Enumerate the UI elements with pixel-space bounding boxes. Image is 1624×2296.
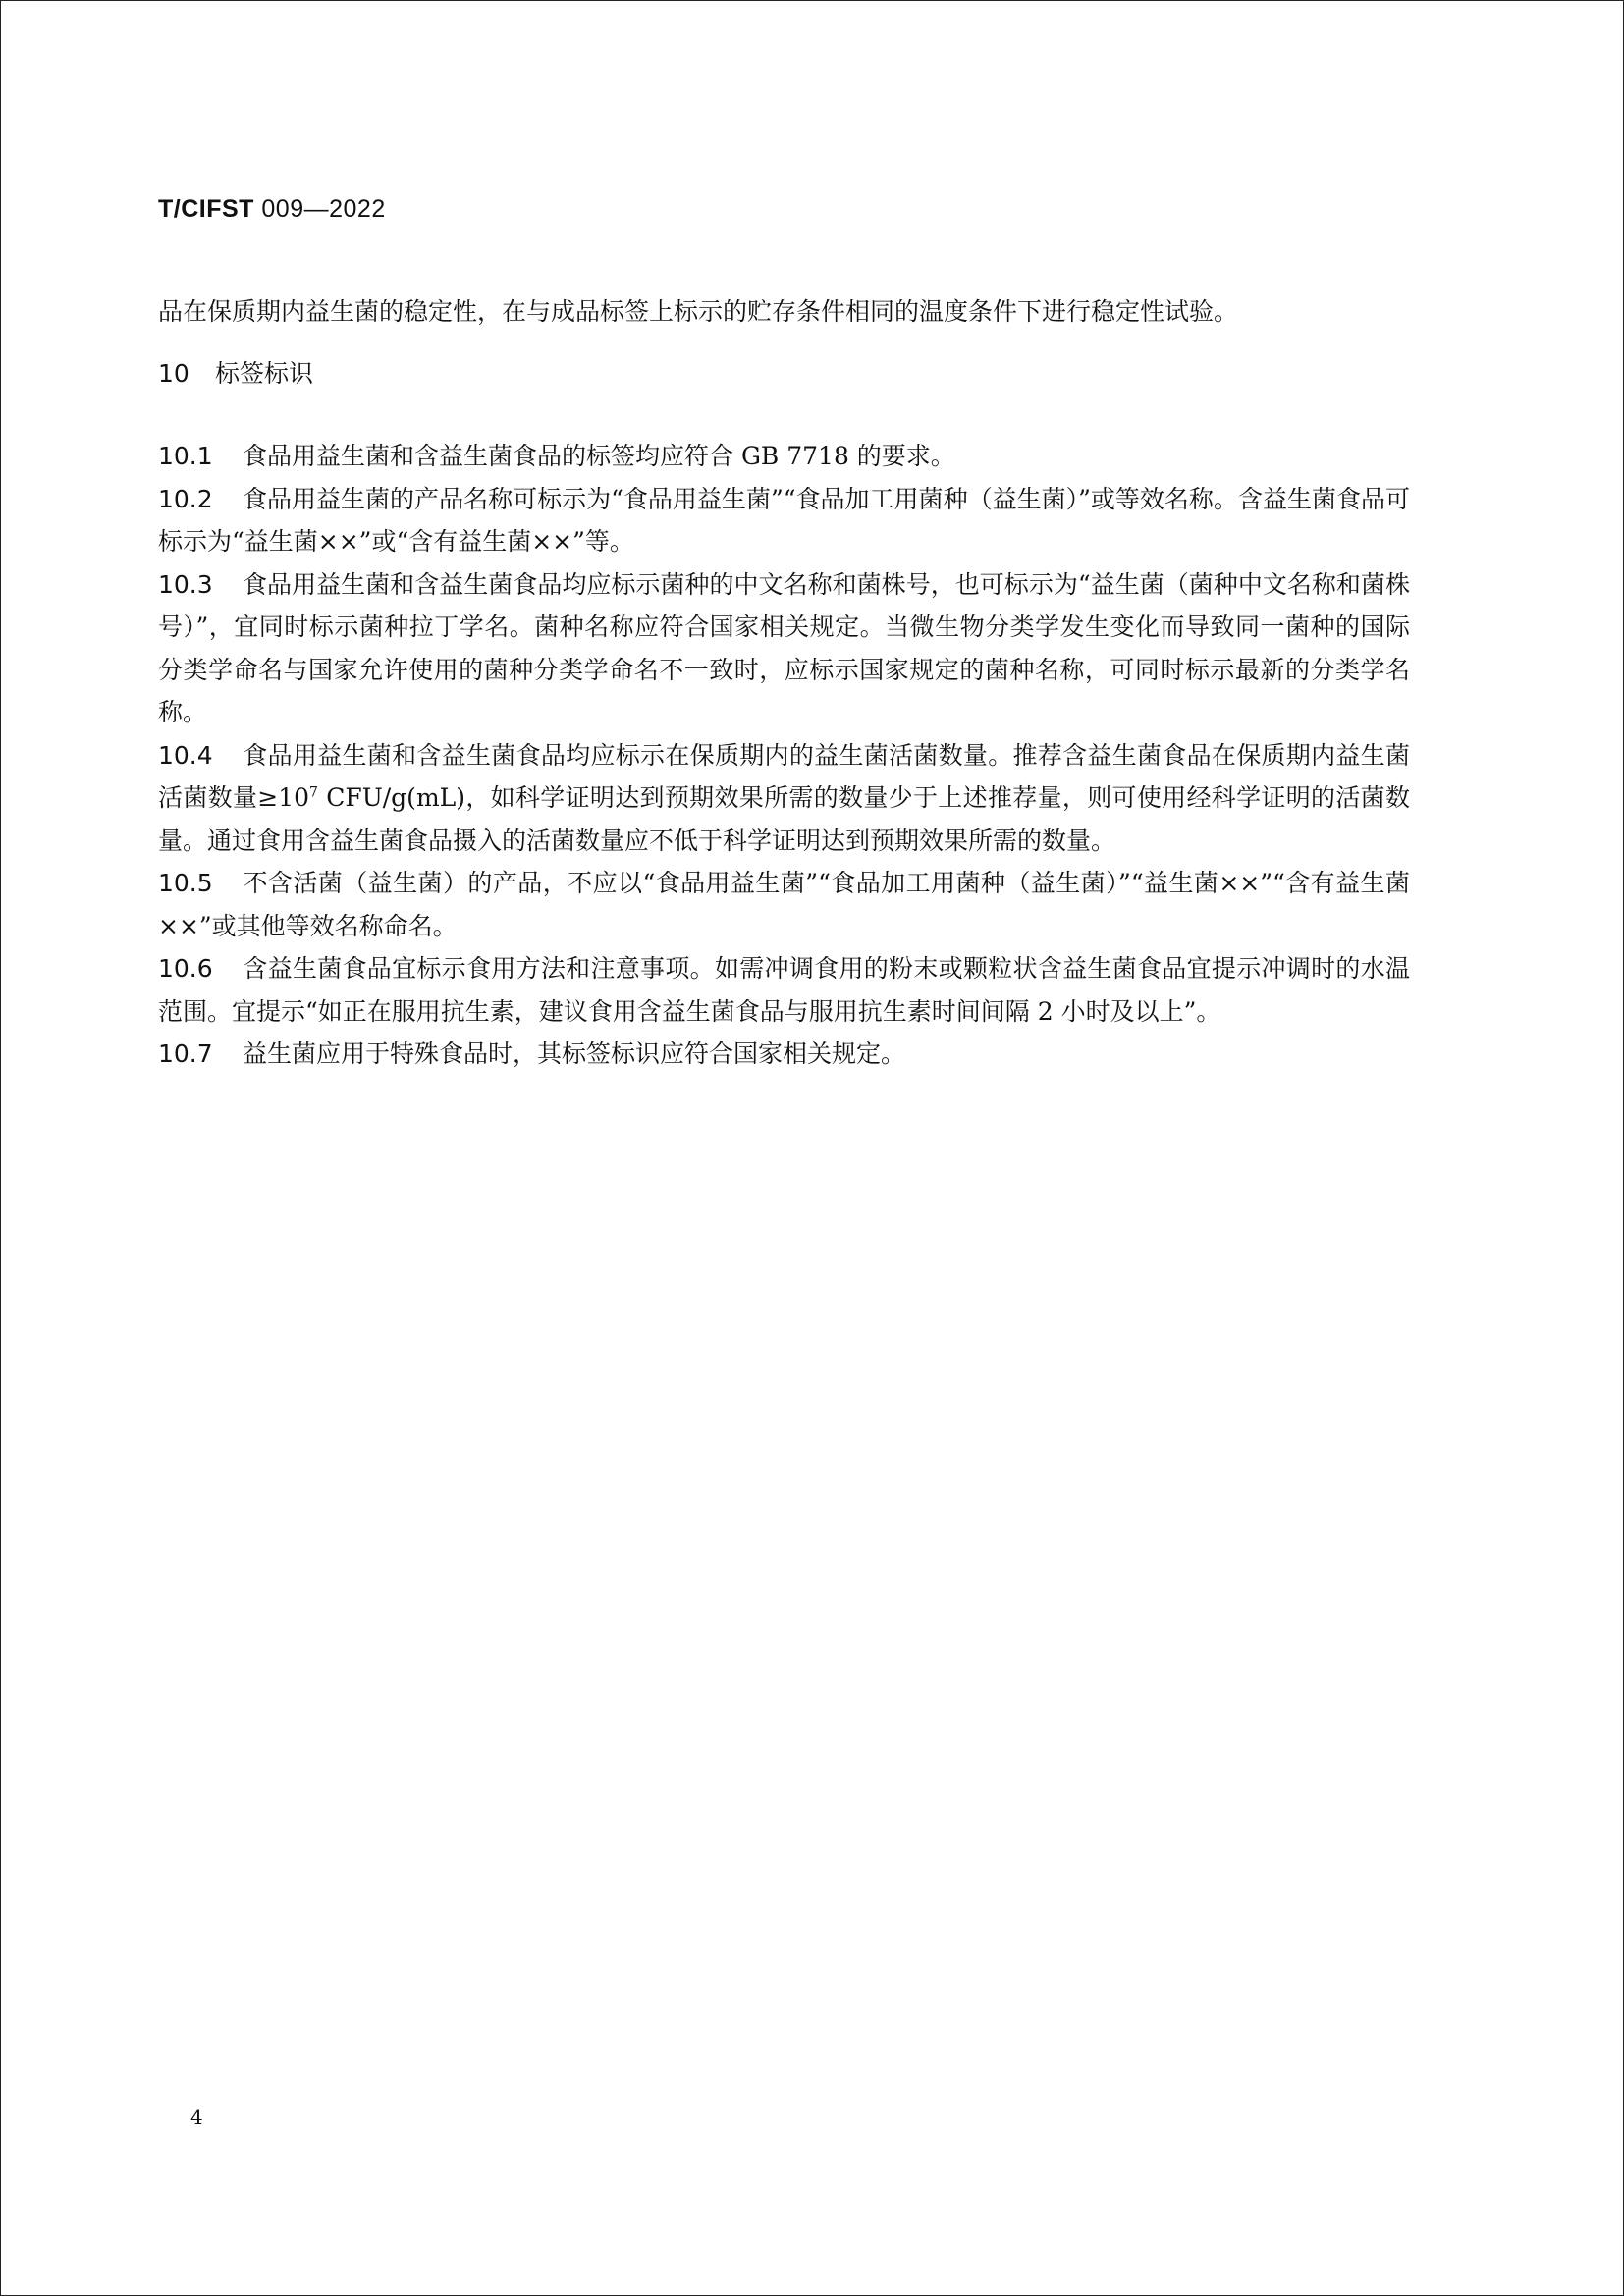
clause-10-5 — [158, 862, 1410, 947]
continued-paragraph: 品在保质期内益生菌的稳定性，在与成品标签上标示的贮存条件相同的温度条件下进行稳定性试验。 — [158, 297, 1239, 326]
clause-text: 食品用益生菌的产品名称可标示为“食品用益生菌”“食品加工用菌种（益生菌）”或等效名称。含益生菌食品可标示为“益生菌××”或“含有益生菌××”等。 — [158, 484, 1410, 556]
clause-number: 10.7 — [158, 1040, 213, 1068]
clause-number: 10.5 — [158, 869, 213, 897]
exponent: 7 — [309, 784, 318, 801]
clause-text: 食品用益生菌和含益生菌食品均应标示菌种的中文名称和菌株号，也可标示为“益生菌（菌种中文名称和菌株号）”，宜同时标示菌种拉丁学名。菌种名称应符合国家相关规定。当微生物分类学发生变化而导致同一菌种的国际分类学命名与国家允许使用的菌种分类学命名不一致时，应标示国家规定的菌种名称，可同时标示最新的分类学名称。 — [158, 569, 1410, 726]
section-number: 10 — [158, 359, 189, 388]
section-heading — [158, 352, 313, 396]
clause-10-2 — [158, 478, 1410, 563]
clause-10-7 — [158, 1033, 1410, 1076]
clause-10-6 — [158, 947, 1410, 1033]
clause-number: 10.1 — [158, 442, 213, 470]
clause-text: 不含活菌（益生菌）的产品，不应以“食品用益生菌”“食品加工用菌种（益生菌）”“益生菌××”“含有益生菌××”或其他等效名称命名。 — [158, 869, 1410, 940]
standard-code — [158, 195, 386, 224]
clause-list — [158, 435, 1410, 1076]
clause-text-after: CFU/g(mL)，如科学证明达到预期效果所需的数量少于上述推荐量，则可使用经科学证明的活菌数量。通过食用含益生菌食品摄入的活菌数量应不低于科学证明达到预期效果所需的数量。 — [158, 783, 1410, 855]
clause-10-4 — [158, 734, 1410, 863]
clause-text: 含益生菌食品宜标示食用方法和注意事项。如需冲调食用的粉末或颗粒状含益生菌食品宜提示冲调时的水温范围。宜提示“如正在服用抗生素，建议食用含益生菌食品与服用抗生素时间间隔 2 小时及以上”。 — [158, 954, 1410, 1026]
clause-text: 食品用益生菌和含益生菌食品的标签均应符合 GB 7718 的要求。 — [243, 442, 955, 470]
clause-number: 10.4 — [158, 740, 213, 770]
standard-code-number: 009—2022 — [261, 195, 386, 223]
clause-text-before: 食品用益生菌和含益生菌食品均应标示在保质期内的益生菌活菌数量。推荐含益生菌食品在保质期内益生菌活菌数量≥10 — [158, 740, 1410, 812]
standard-code-prefix: T/CIFST — [158, 195, 254, 223]
clause-text: 益生菌应用于特殊食品时，其标签标识应符合国家相关规定。 — [243, 1040, 906, 1068]
clause-10-3 — [158, 563, 1410, 734]
clause-number: 10.6 — [158, 954, 213, 983]
clause-number: 10.3 — [158, 569, 213, 599]
section-title: 标签标识 — [215, 359, 314, 388]
clause-10-1 — [158, 435, 1410, 478]
clause-number: 10.2 — [158, 484, 213, 513]
page-number: 4 — [190, 2106, 203, 2129]
